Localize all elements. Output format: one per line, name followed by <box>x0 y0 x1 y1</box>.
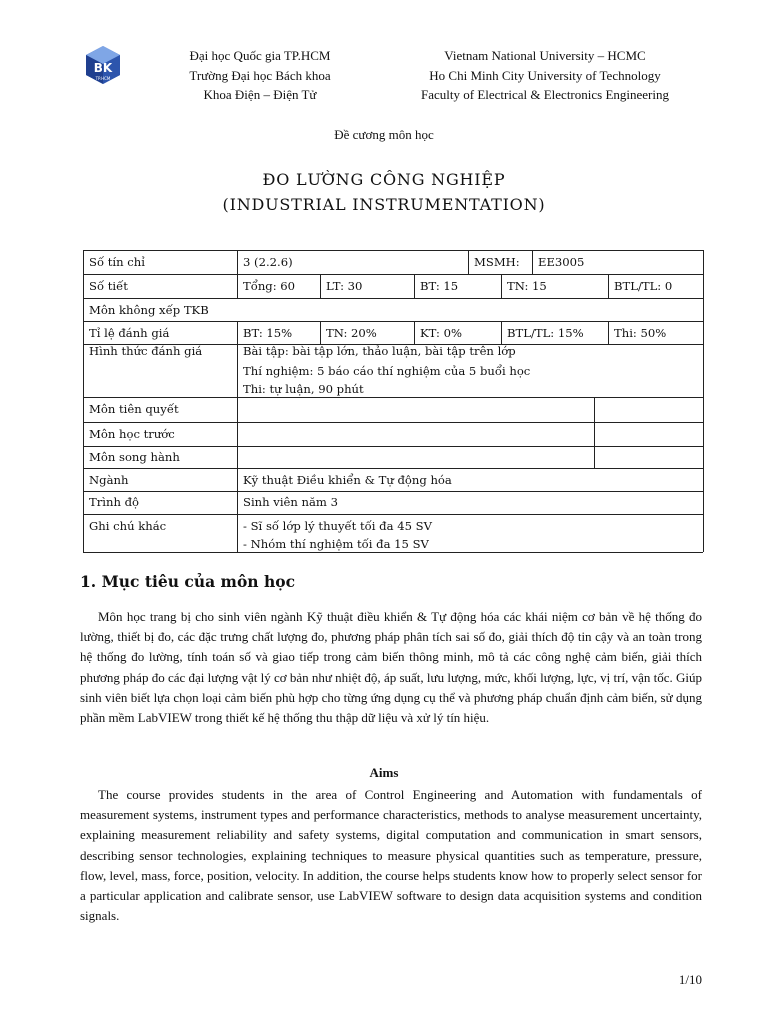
header-vn-line: Khoa Điện – Điện Tử <box>203 87 317 102</box>
credits-label: Số tín chỉ <box>89 255 145 269</box>
no-schedule-label: Môn không xếp TKB <box>89 303 209 317</box>
header-en-line: Faculty of Electrical & Electronics Engineering <box>421 87 669 102</box>
parallel-course-label: Môn song hành <box>89 450 180 464</box>
periods-lab: TN: 15 <box>507 279 547 293</box>
grading-lab: TN: 20% <box>326 326 377 340</box>
previous-course-label: Môn học trước <box>89 427 175 441</box>
university-logo <box>84 44 122 100</box>
header-vn-line: Đại học Quốc gia TP.HCM <box>189 48 331 63</box>
assessment-line: Thí nghiệm: 5 báo cáo thí nghiệm của 5 buổi học <box>243 364 531 378</box>
page-number: 1/10 <box>678 972 702 987</box>
periods-label: Số tiết <box>89 279 128 293</box>
major-value: Kỹ thuật Điều khiển & Tự động hóa <box>243 473 452 487</box>
objectives-paragraph-vn: Môn học trang bị cho sinh viên ngành Kỹ thuật điều khiển & Tự động hóa các khái niệm cơ bản về hệ thống đo lường, thiết bị đo, các đặc trưng chất lượng đo, phương pháp phân tích sai số đo, giải thích độ tin cậy và an toàn trong hệ thống đo lường, tính toán số và giao tiếp trong cảm biến thông minh, mô tả các công nghệ cảm biến, giải thích phương pháp đo các đại lượng vật lý cơ bản như nhiệt độ, áp suất, lưu lượng, mức, khối lượng, lực, vị trí, vận tốc. Giúp sinh viên biết lựa chọn loại cảm biến phù hợp cho từng ứng dụng cụ thể và phương pháp chuẩn định cảm biến, sử dụng phần mềm LabVIEW trong thiết kế hệ thống thu thập dữ liệu và xử lý tín hiệu. <box>80 609 702 726</box>
periods-total: Tổng: 60 <box>243 279 296 293</box>
header-english <box>395 46 695 105</box>
outline-label: Đề cương môn học <box>334 127 434 142</box>
course-title-vn: ĐO LƯỜNG CÔNG NGHIỆP <box>262 170 506 189</box>
course-info-table <box>83 250 703 552</box>
header-en-line: Vietnam National University – HCMC <box>444 48 646 63</box>
grading-midterm: KT: 0% <box>420 326 462 340</box>
header-en-line: Ho Chi Minh City University of Technology <box>429 67 661 83</box>
notes-label: Ghi chú khác <box>89 519 167 533</box>
grading-final: Thi: 50% <box>614 326 667 340</box>
assessment-label: Hình thức đánh giá <box>89 344 203 358</box>
grading-project: BTL/TL: 15% <box>507 326 584 340</box>
notes-line: - Sĩ số lớp lý thuyết tối đa 45 SV <box>243 519 432 533</box>
aims-heading: Aims <box>369 765 399 780</box>
grading-exercise: BT: 15% <box>243 326 293 340</box>
aims-paragraph-en: The course provides students in the area of Control Engineering and Automation with fundamentals of measurement systems, instrument types and performance characteristics, methods to analyse measurement uncertainty, explaining measurement reliability and safety systems, digital computation and communication in smart sensors, describing sensor technologies, explaining techniques to measure physical quantities such as temperature, pressure, flow, level, mass, force, position, velocity. In addition, the course helps students know how to properly select sensor for a particular application and calibrate sensor, use LabVIEW software to design data acquisition systems and condition signals. <box>80 787 702 924</box>
logo-text: BK <box>93 61 113 75</box>
course-title-en: (INDUSTRIAL INSTRUMENTATION) <box>222 195 546 214</box>
header-vn-line: Trường Đại học Bách khoa <box>189 67 331 83</box>
course-title <box>0 167 768 217</box>
assessment-line: Bài tập: bài tập lớn, thảo luận, bài tập trên lớp <box>243 344 516 358</box>
notes-line: - Nhóm thí nghiệm tối đa 15 SV <box>243 537 429 551</box>
periods-project: BTL/TL: 0 <box>614 279 673 293</box>
level-value: Sinh viên năm 3 <box>243 495 338 509</box>
periods-lecture: LT: 30 <box>326 279 363 293</box>
prerequisite-label: Môn tiên quyết <box>89 402 179 416</box>
header-vietnamese <box>150 46 370 105</box>
major-label: Ngành <box>89 473 129 487</box>
grading-label: Tỉ lệ đánh giá <box>89 326 170 340</box>
section-title: 1. Mục tiêu của môn học <box>80 572 296 591</box>
assessment-line: Thi: tự luận, 90 phút <box>243 382 364 396</box>
logo-subtext: TP.HCM <box>95 76 111 81</box>
credits-value: 3 (2.2.6) <box>243 255 293 269</box>
level-label: Trình độ <box>89 495 140 509</box>
periods-exercise: BT: 15 <box>420 279 459 293</box>
course-code-value: EE3005 <box>538 255 585 269</box>
course-code-label: MSMH: <box>474 255 520 269</box>
